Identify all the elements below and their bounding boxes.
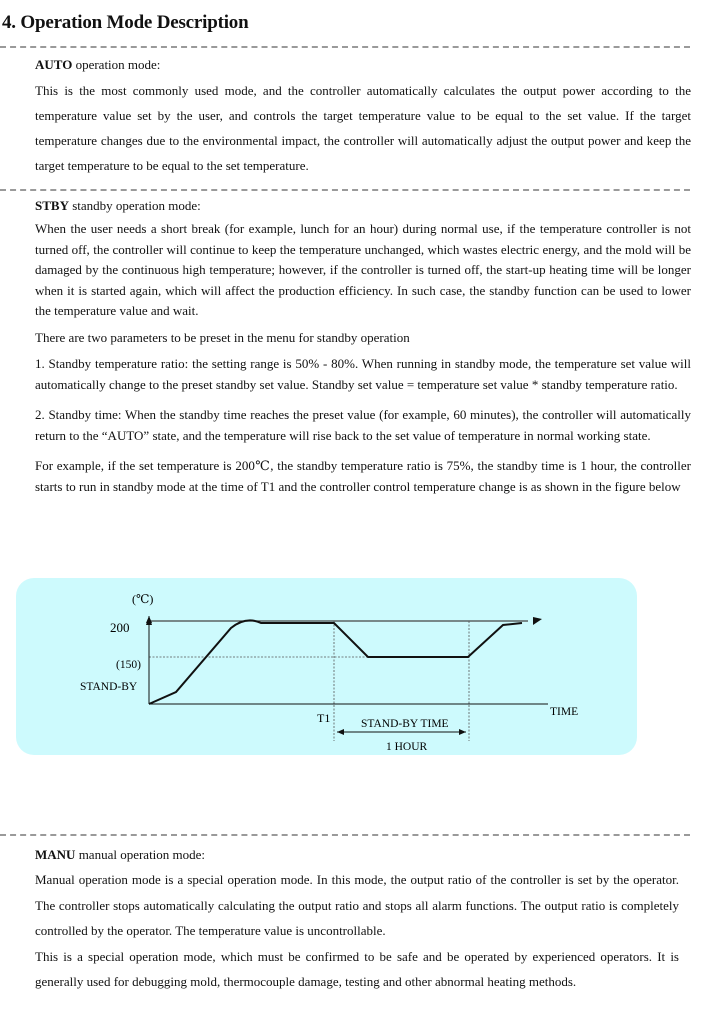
manu-section xyxy=(35,844,679,995)
dashed-divider xyxy=(0,46,690,48)
manu-heading-text: manual operation mode: xyxy=(75,847,206,862)
manu-warning: This is a special operation mode, which must be confirmed to be safe and be operated by experienced operators. It is generally used for debugging mold, thermocouple damage, testing and other abnormal heating methods. xyxy=(35,948,679,989)
manu-heading xyxy=(35,844,679,866)
stby-example: For example, if the set temperature is 200℃, the standby temperature ratio is 75%, the standby time is 1 hour, the controller starts to run in standby mode at the time of T1 and the controller control temperature change is as shown in the figure below xyxy=(35,458,691,494)
stby-heading-text: standby operation mode: xyxy=(68,198,201,213)
stby-param-ratio: 1. Standby temperature ratio: the setting range is 50% - 80%. When running in standby mode, the temperature set value will automatically change to the preset standby set value. Standby set value = temperature set value * standby temperature ratio. xyxy=(35,356,691,392)
auto-mode-label: AUTO xyxy=(35,57,73,72)
standby-temperature-diagram xyxy=(16,578,637,755)
stby-params-intro: There are two parameters to be preset in the menu for standby operation xyxy=(35,329,410,345)
label-150: (150) xyxy=(116,659,141,671)
stby-heading xyxy=(35,197,691,215)
label-t1: T1 xyxy=(317,711,331,725)
auto-heading xyxy=(35,56,691,74)
auto-description: This is the most commonly used mode, and the controller automatically calculates the output power according to the temperature value set by the user, and controls the target temperature value to be equal to the set value. If the target temperature changes due to the environmental impact, the controller will automatically adjust the output power and keep the target temperature to be equal to the set temperature. xyxy=(35,83,691,173)
standby-temperature-figure xyxy=(16,578,637,755)
temperature-unit-label: (℃) xyxy=(132,592,154,606)
label-200: 200 xyxy=(110,620,130,635)
auto-section xyxy=(35,56,691,178)
setpoint-line-arrow xyxy=(533,617,542,625)
dashed-divider xyxy=(0,189,690,191)
manu-description: Manual operation mode is a special operation mode. In this mode, the output ratio of the controller is set by the operator. The controller stops automatically calculating the output ratio and stops all alarm functions. The output ratio is completely controlled by the operator. The temperature value is uncontrollable. xyxy=(35,872,679,938)
auto-heading-text: operation mode: xyxy=(72,57,161,72)
label-standby: STAND-BY xyxy=(80,681,138,693)
stby-mode-label: STBY xyxy=(35,198,69,213)
section-title: 4. Operation Mode Description xyxy=(2,12,249,33)
label-standby-time: STAND-BY TIME xyxy=(361,718,449,730)
label-one-hour: 1 HOUR xyxy=(386,741,428,753)
temperature-curve xyxy=(149,620,522,704)
dashed-divider xyxy=(0,834,690,836)
stby-param-time: 2. Standby time: When the standby time reaches the preset value (for example, 60 minutes), the controller will automatically return to the “AUTO” state, and the temperature will rise back to the set value of temperature in normal working state. xyxy=(35,407,691,443)
stby-section xyxy=(35,197,691,497)
label-time: TIME xyxy=(550,706,579,718)
stby-intro: When the user needs a short break (for example, lunch for an hour) during normal use, if the temperature controller is not turned off, the controller will continue to keep the temperature unchanged, which wastes electric energy, and the mold will be damaged by the continuous high temperature; however, if the controller is turned off, the start-up heating time will be longer when it is started again, which will affect the production efficiency. In such case, the standby function can be used to lower the temperature value and wait. xyxy=(35,221,691,318)
manu-mode-label: MANU xyxy=(35,847,76,862)
